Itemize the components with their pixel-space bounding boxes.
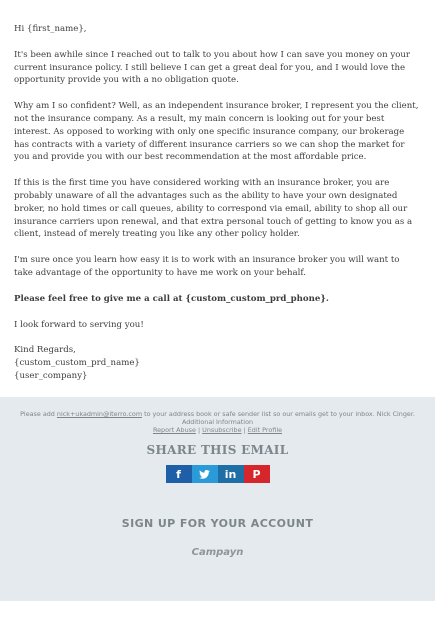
signature	[14, 344, 421, 382]
paragraph-forward: I look forward to serving you!	[14, 319, 144, 330]
pinterest-share-button[interactable]	[244, 465, 270, 483]
separator: |	[195, 426, 203, 434]
twitter-share-button[interactable]	[192, 465, 218, 483]
paragraph-why: Why am I so confident? Well, as an independent insurance broker, I represent you the client, not the insurance company. As a result, my main concern is looking out for your best interest. As opposed to working with only one specific insurance company, our brokerage has contracts with a variety of different insurance carriers so we can shop the market for you and provide you with our best recommendation at the most affordable price.	[14, 101, 419, 163]
campayn-logo[interactable]: Campayn	[191, 547, 244, 558]
pinterest-icon: P	[252, 467, 261, 481]
paragraph-easy: I'm sure once you learn how easy it is to work with an insurance broker you will want to take advantage of the opportunity to have me work on your behalf.	[14, 255, 400, 278]
address-prefix: Please add	[20, 410, 57, 418]
facebook-icon: f	[176, 467, 181, 481]
paragraph-call: Please feel free to give me a call at {custom_custom_prd_phone}.	[14, 293, 329, 304]
safe-sender-notice	[0, 410, 435, 418]
signature-name: {custom_custom_prd_name}	[14, 358, 140, 369]
signature-company: {user_company}	[14, 370, 88, 381]
sender-email-link[interactable]: nick+ukadmin@iterro.com	[56, 410, 143, 418]
linkedin-icon: in	[224, 467, 237, 481]
closing: Kind Regards,	[14, 345, 76, 356]
share-title: SHARE THIS EMAIL	[146, 443, 289, 457]
footer-links	[0, 426, 435, 434]
signup-title[interactable]: SIGN UP FOR YOUR ACCOUNT	[121, 517, 314, 530]
unsubscribe-link[interactable]: Unsubscribe	[202, 426, 242, 434]
paragraph-advantages: If this is the first time you have considered working with an insurance broker, you are probably unaware of all the advantages such as the ability to have your own designated broker, no hold times or call queues, ability to correspond via email, ability to shop all our insurance carriers upon renewal, and that extra personal touch of getting to know you as a client, instead of merely treating you like any other policy holder.	[14, 178, 413, 240]
twitter-icon	[199, 470, 210, 479]
report-abuse-link[interactable]: Report Abuse	[152, 426, 196, 434]
edit-profile-link[interactable]: Edit Profile	[247, 426, 283, 434]
linkedin-share-button[interactable]	[218, 465, 244, 483]
facebook-share-button[interactable]	[166, 465, 192, 483]
social-share-row	[0, 465, 435, 483]
address-suffix: to your address book or safe sender list so our emails get to your inbox. Nick Cinger.	[142, 410, 415, 418]
greeting: Hi {first_name},	[14, 24, 87, 34]
email-footer	[0, 397, 435, 601]
paragraph-intro: It's been awhile since I reached out to talk to you about how I can save you money on your current insurance policy. I still believe I can get a great deal for you, and I would love the opportunity provide you with a no obligation quote.	[14, 49, 411, 86]
additional-information: Additional Information	[181, 418, 254, 426]
separator: |	[241, 426, 248, 434]
